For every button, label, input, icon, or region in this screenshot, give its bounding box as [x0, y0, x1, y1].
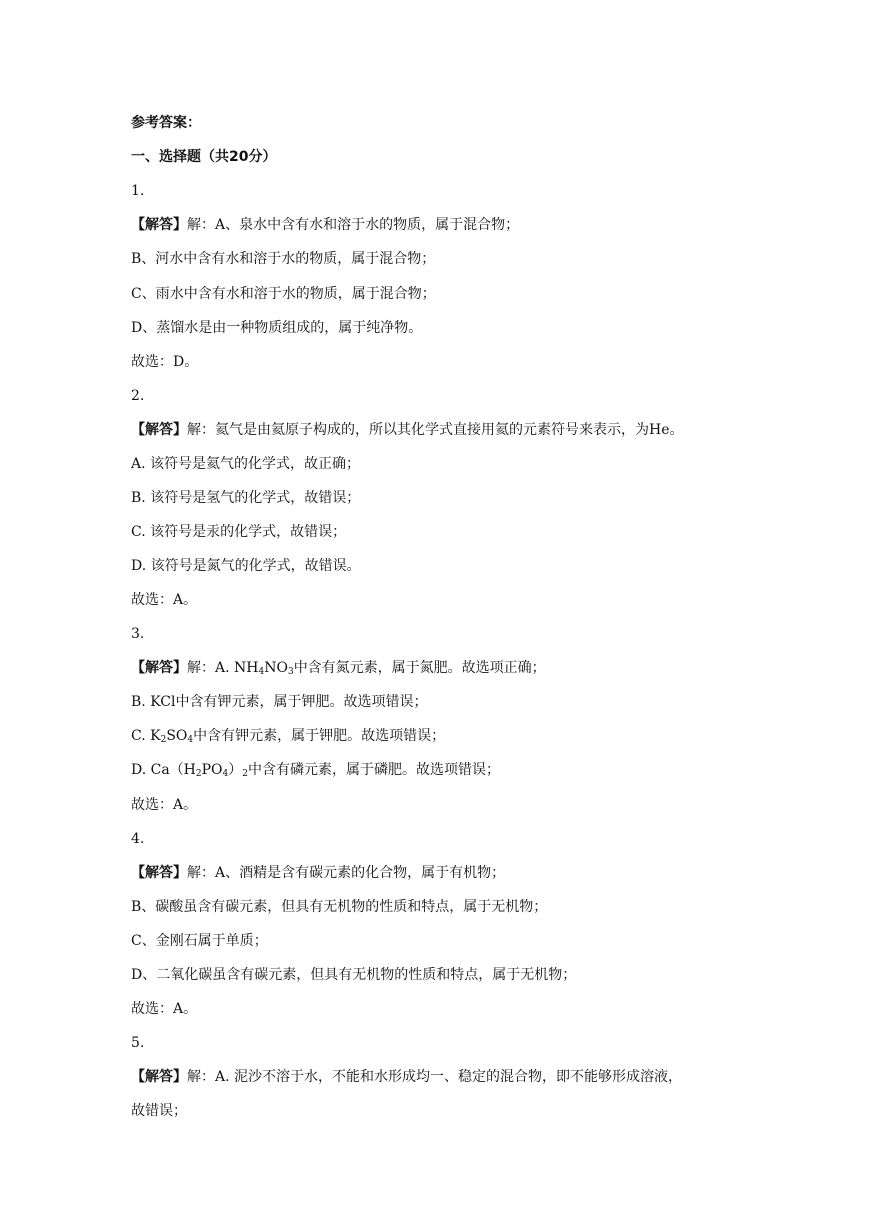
answer-line: 【解答】解：A. $NH_4NO_3$中含有氮元素，属于氮肥。故选项正确； [131, 660, 546, 677]
answer-tag: 【解答】 [131, 422, 187, 438]
question-number: 1. [131, 183, 145, 199]
answer-tag: 【解答】 [131, 1069, 187, 1085]
option-d: D、蒸馏水是由一种物质组成的，属于纯净物。 [131, 320, 423, 336]
final-answer: 故选：A。 [131, 592, 198, 608]
option-c: C、雨水中含有水和溶于水的物质，属于混合物； [131, 286, 436, 302]
answer-tag: 【解答】 [131, 865, 187, 881]
question-number: 4. [131, 831, 145, 847]
option-d: D、二氧化碳虽含有碳元素，但具有无机物的性质和特点，属于无机物； [131, 967, 577, 983]
final-answer: 故选：A。 [131, 1001, 198, 1017]
final-answer: 故选：D。 [131, 354, 199, 370]
question-number: 2. [131, 388, 145, 404]
answer-line: 【解答】解：A、泉水中含有水和溶于水的物质，属于混合物； [131, 217, 520, 233]
answer-tag: 【解答】 [131, 217, 187, 233]
option-d: D. $Ca(H_2PO_4)_2$中含有磷元素，属于磷肥。故选项错误； [131, 762, 501, 779]
option-c: C. $K_2SO_4$中含有钾元素，属于钾肥。故选项错误； [131, 728, 446, 745]
final-answer: 故选：A。 [131, 797, 198, 813]
page-header: 参考答案： [131, 115, 201, 131]
answer-line: 【解答】解：氦气是由氦原子构成的，所以其化学式直接用氦的元素符号来表示，为He。 [131, 422, 684, 438]
option-b: B. 该符号是氢气的化学式，故错误； [131, 490, 361, 506]
section-title: 一、选择题（共20分） [131, 149, 277, 165]
option-c: C、金刚石属于单质； [131, 933, 268, 949]
answer-line: 【解答】解：A、酒精是含有碳元素的化合物，属于有机物； [131, 865, 506, 881]
option-c: C. 该符号是汞的化学式，故错误； [131, 524, 347, 540]
answer-line: 【解答】解：A. 泥沙不溶于水，不能和水形成均一、稳定的混合物，即不能够形成溶液， [131, 1069, 683, 1085]
option-b: B. KCl中含有钾元素，属于钾肥。故选项错误； [131, 694, 428, 710]
option-a: A. 该符号是氦气的化学式，故正确； [131, 456, 361, 472]
option-b: B、碳酸虽含有碳元素，但具有无机物的性质和特点，属于无机物； [131, 899, 548, 915]
question-number: 3. [131, 626, 145, 642]
option-d: D. 该符号是氮气的化学式，故错误。 [131, 558, 361, 574]
answer-tag: 【解答】 [131, 660, 187, 676]
answer-continuation: 故错误； [131, 1103, 187, 1119]
question-number: 5. [131, 1035, 145, 1051]
option-b: B、河水中含有水和溶于水的物质，属于混合物； [131, 251, 436, 267]
